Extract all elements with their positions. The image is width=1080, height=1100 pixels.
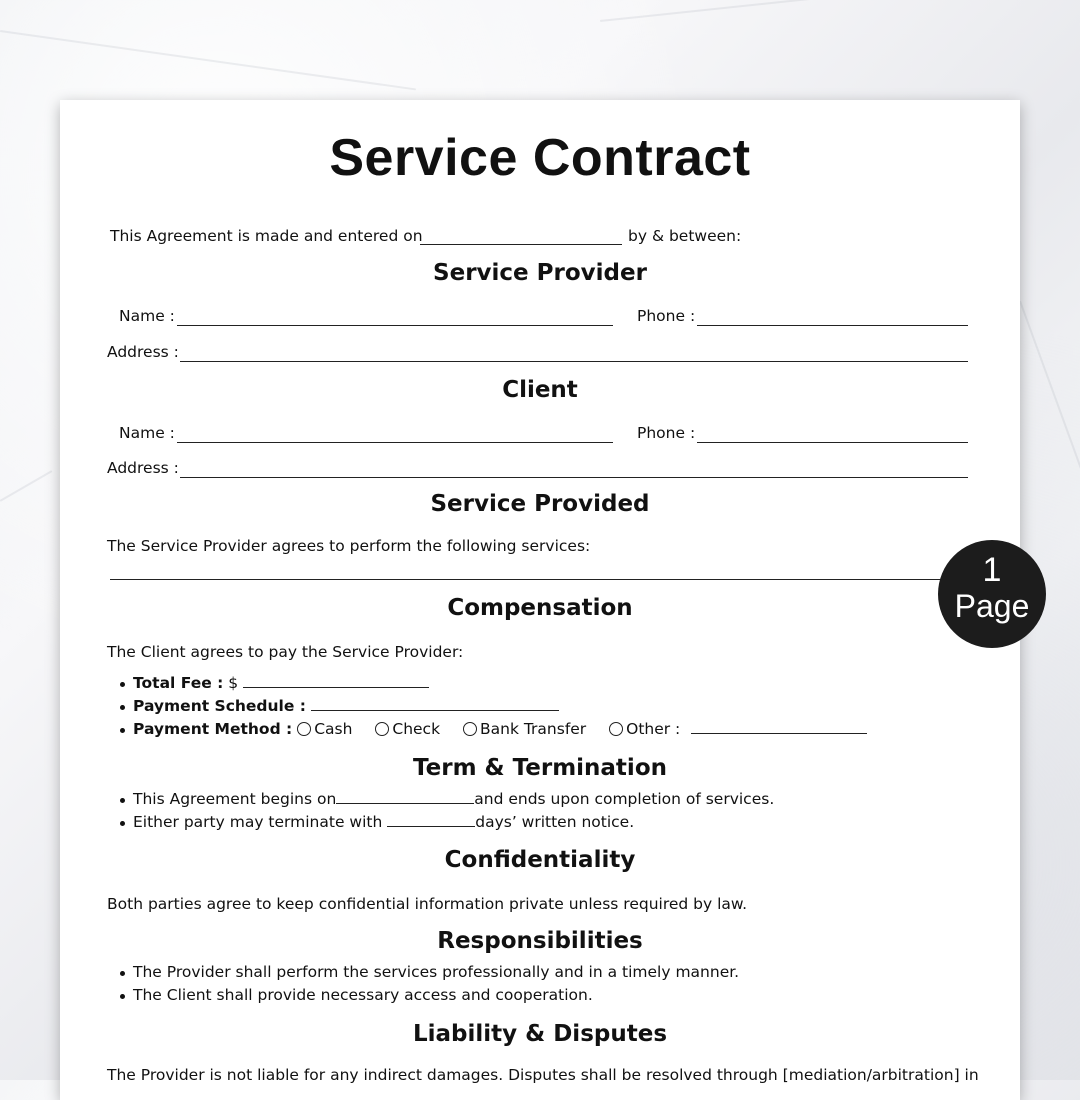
contract-sheet [60, 100, 1020, 1100]
payment-option-label: Bank Transfer [480, 720, 587, 738]
term-notice-text: Either party may terminate with [133, 813, 383, 831]
currency-symbol: $ [228, 674, 239, 692]
provider-phone-field[interactable] [697, 325, 968, 326]
payment-schedule-item [120, 695, 867, 718]
radio-circle-icon[interactable] [609, 722, 623, 736]
client-name-label: Name : [119, 424, 175, 442]
payment-schedule-label: Payment Schedule : [133, 697, 306, 715]
intro-text-end: by & between: [628, 227, 742, 245]
term-begin-text-end: and ends upon completion of services. [474, 790, 775, 808]
payment-option-label: Cash [314, 720, 353, 738]
service-provided-text: The Service Provider agrees to perform the following services: [107, 537, 591, 555]
total-fee-item [120, 672, 867, 695]
term-notice-text-end: days’ written notice. [475, 813, 635, 831]
notice-days-field[interactable] [387, 812, 475, 827]
client-phone-field[interactable] [697, 442, 968, 443]
page-count-number: 1 [982, 551, 1002, 589]
confidentiality-text: Both parties agree to keep confidential information private unless required by law. [107, 895, 748, 913]
term-begin-text: This Agreement begins on [133, 790, 337, 808]
total-fee-label: Total Fee : [133, 674, 224, 692]
provider-address-label: Address : [107, 343, 179, 361]
agreement-date-field[interactable] [420, 244, 622, 245]
payment-option-label: Check [392, 720, 441, 738]
responsibilities-list [120, 961, 739, 1007]
marble-vein [0, 30, 416, 90]
radio-circle-icon[interactable] [463, 722, 477, 736]
provider-name-field[interactable] [177, 325, 613, 326]
client-address-label: Address : [107, 459, 179, 477]
list-item: The Provider shall perform the services professionally and in a timely manner. [120, 961, 739, 984]
payment-option-cash[interactable] [297, 718, 352, 741]
liability-text: The Provider is not liable for any indirect damages. Disputes shall be resolved through [mediation/arbitration] in [107, 1066, 979, 1084]
client-phone-label: Phone : [637, 424, 696, 442]
payment-schedule-field[interactable] [311, 696, 559, 711]
heading-compensation: Compensation [447, 595, 633, 621]
radio-circle-icon[interactable] [297, 722, 311, 736]
document-title: Service Contract [329, 129, 751, 187]
total-fee-field[interactable] [243, 673, 429, 688]
marble-vein [600, 0, 1078, 22]
list-item: The Client shall provide necessary access and cooperation. [120, 984, 739, 1007]
payment-option-label: Other : [626, 720, 681, 738]
page-count-label: Page [954, 588, 1030, 624]
intro-text: This Agreement is made and entered on [110, 227, 423, 245]
provider-address-field[interactable] [180, 361, 968, 362]
payment-other-field[interactable] [691, 719, 867, 734]
heading-service-provided: Service Provided [430, 491, 650, 517]
services-field[interactable] [110, 579, 950, 580]
heading-client: Client [502, 377, 578, 403]
marble-vein [1019, 301, 1080, 490]
heading-confidentiality: Confidentiality [444, 847, 636, 873]
marble-vein [0, 470, 52, 502]
payment-option-check[interactable] [375, 718, 440, 741]
term-begin-item [120, 788, 774, 811]
compensation-text: The Client agrees to pay the Service Provider: [107, 643, 464, 661]
payment-method-label: Payment Method : [133, 720, 293, 738]
heading-service-provider: Service Provider [433, 260, 647, 286]
provider-phone-label: Phone : [637, 307, 696, 325]
heading-liability-disputes: Liability & Disputes [412, 1021, 668, 1047]
client-address-field[interactable] [180, 477, 968, 478]
payment-method-item [120, 718, 867, 741]
compensation-list [120, 672, 867, 741]
heading-responsibilities: Responsibilities [437, 928, 643, 954]
term-notice-item [120, 811, 774, 834]
client-name-field[interactable] [177, 442, 613, 443]
term-begin-date-field[interactable] [336, 789, 474, 804]
payment-option-other[interactable] [609, 718, 680, 741]
payment-option-bank-transfer[interactable] [463, 718, 586, 741]
radio-circle-icon[interactable] [375, 722, 389, 736]
heading-term-termination: Term & Termination [413, 755, 667, 781]
term-list [120, 788, 774, 834]
provider-name-label: Name : [119, 307, 175, 325]
page-count-badge [938, 540, 1046, 648]
